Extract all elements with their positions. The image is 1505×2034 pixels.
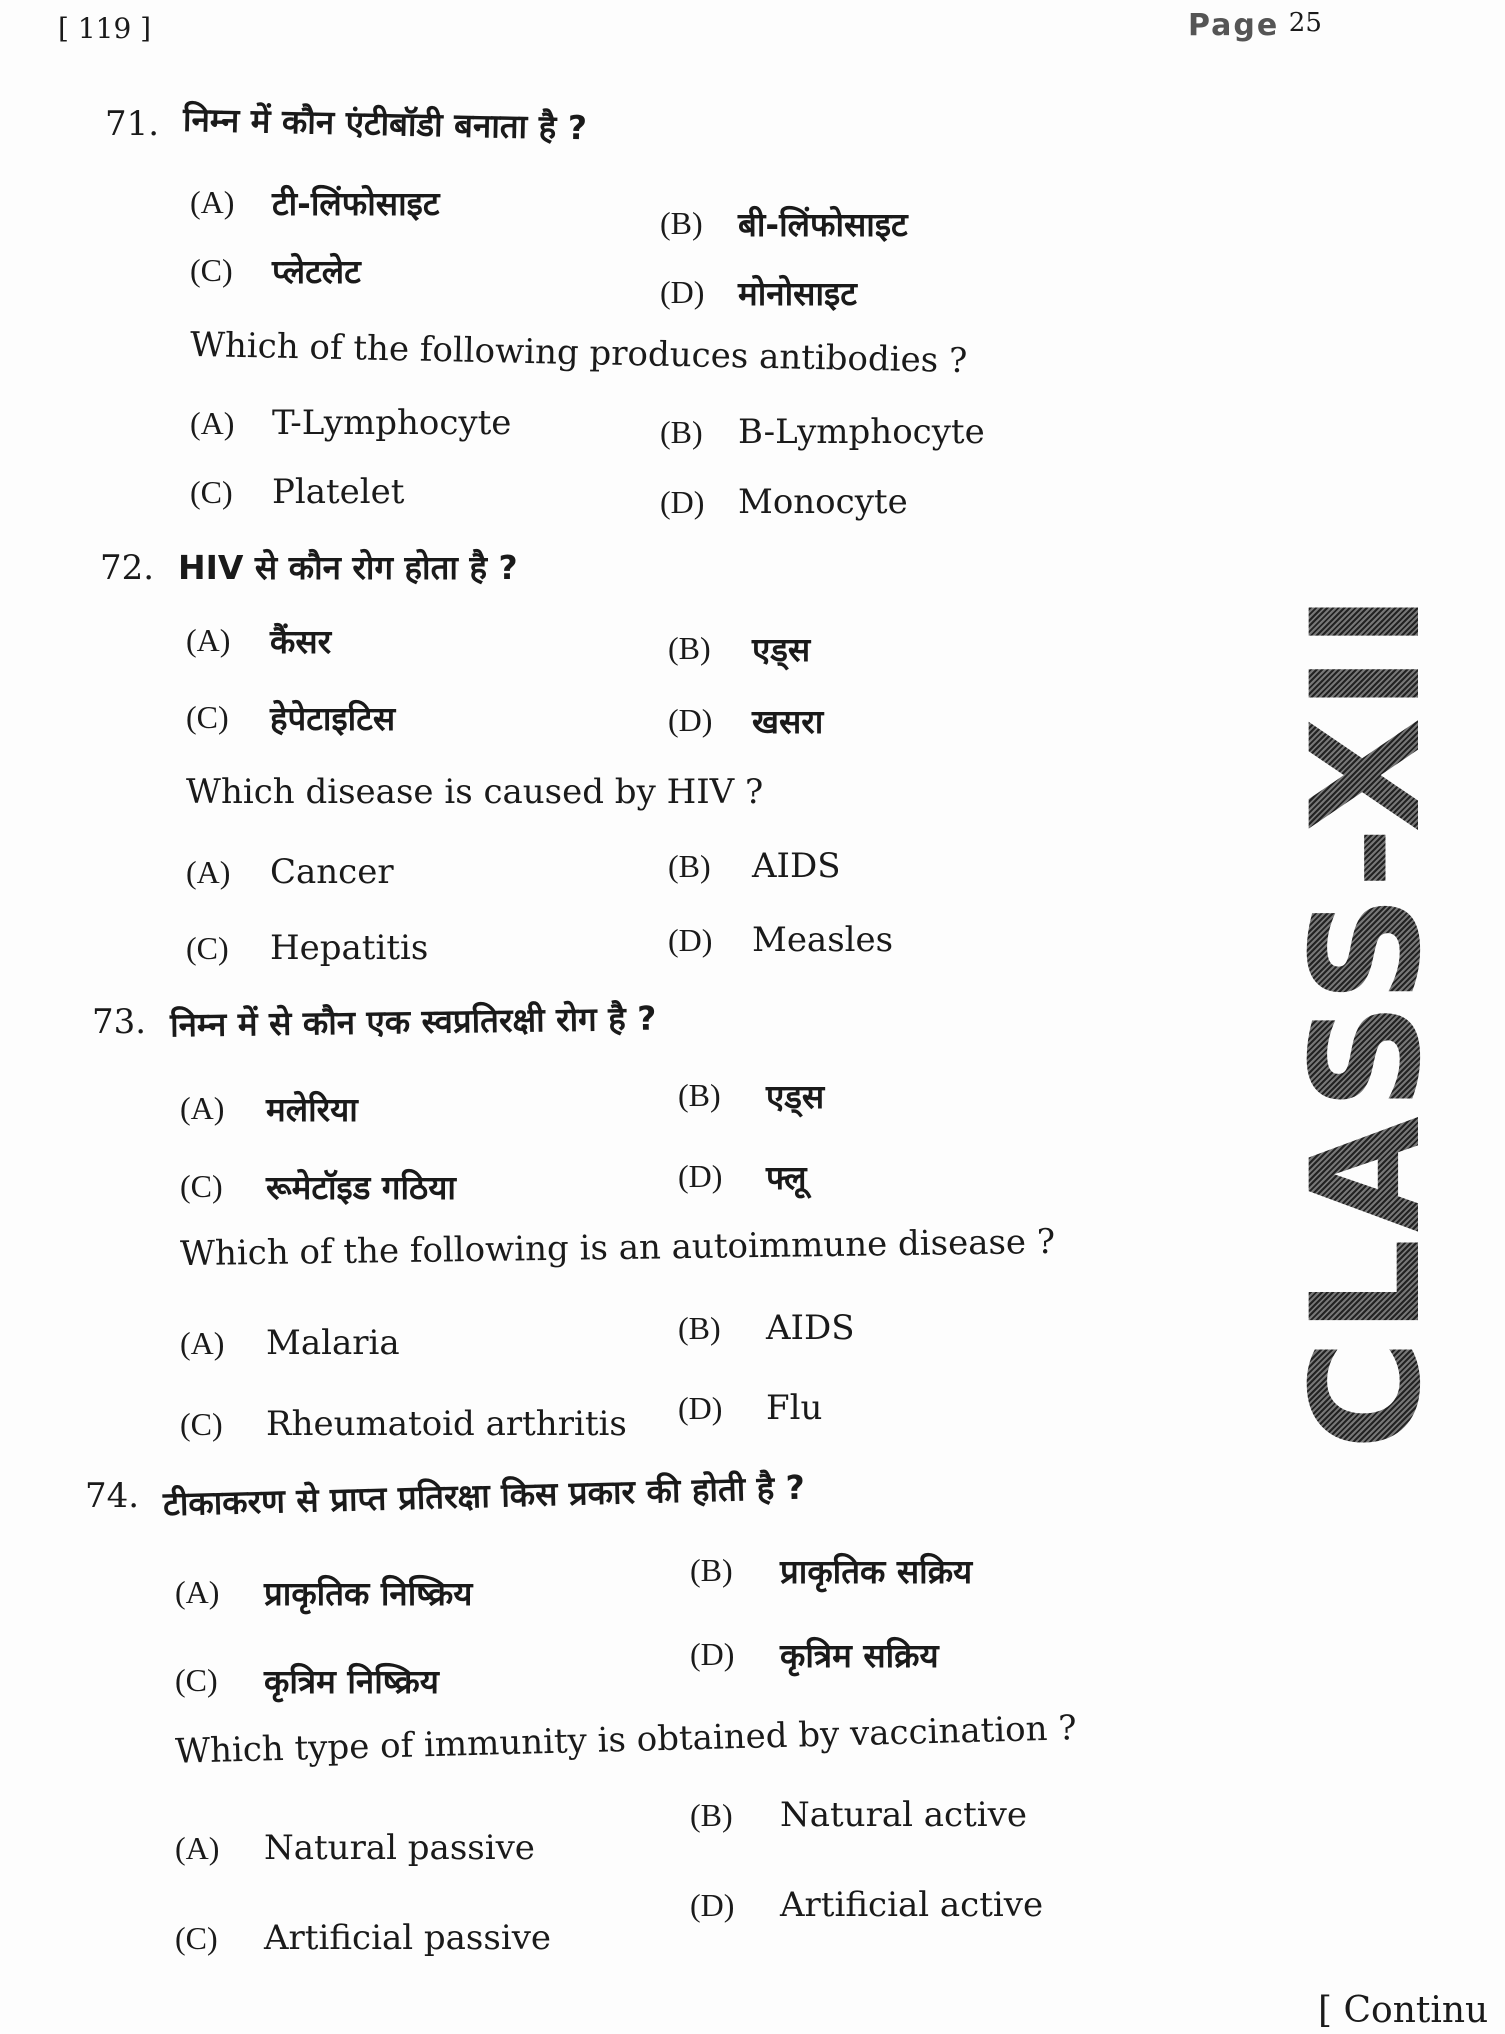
page-reference: [ 119 ] — [58, 12, 152, 45]
option-english: B-Lymphocyte — [738, 412, 985, 452]
option-english: Natural passive — [264, 1828, 535, 1868]
option-english: Malaria — [266, 1323, 400, 1363]
option-hindi: टी-लिंफोसाइट — [272, 184, 440, 223]
option-hindi: मोनोसाइट — [738, 274, 857, 313]
option-english: Monocyte — [738, 482, 908, 522]
option-label: (A) — [180, 1325, 225, 1361]
option-label: (A) — [186, 622, 231, 658]
continue-note: [ Continu — [1318, 1990, 1489, 2031]
question-english: Which of the following produces antibodies ? — [189, 324, 968, 382]
option-english: Natural active — [780, 1795, 1027, 1835]
page-number: 25 — [1288, 8, 1322, 38]
option-label: (C) — [180, 1168, 223, 1204]
option-label: (C) — [190, 252, 233, 288]
option-label: (B) — [690, 1797, 733, 1833]
option-hindi: बी-लिंफोसाइट — [738, 205, 908, 244]
option-label: (A) — [175, 1830, 220, 1866]
option-english: Artificial active — [780, 1885, 1044, 1925]
option-hindi: कृत्रिम सक्रिय — [780, 1636, 939, 1675]
question-hindi: निम्न में से कौन एक स्वप्रतिरक्षी रोग है ? — [169, 998, 657, 1045]
question-number: 71. — [105, 104, 160, 144]
option-hindi: एड्स — [766, 1077, 825, 1116]
question-number: 72. — [100, 548, 155, 588]
option-label: (B) — [668, 630, 711, 666]
option-label: (C) — [180, 1406, 223, 1442]
option-hindi: कैंसर — [270, 622, 332, 661]
option-label: (D) — [668, 922, 713, 958]
option-label: (C) — [186, 930, 229, 966]
option-label: (D) — [660, 274, 705, 310]
option-label: (A) — [190, 405, 235, 441]
option-label: (D) — [668, 702, 713, 738]
option-label: (B) — [668, 848, 711, 884]
option-english: Flu — [766, 1388, 823, 1428]
option-english: AIDS — [766, 1308, 855, 1348]
option-label: (D) — [690, 1887, 735, 1923]
option-label: (B) — [660, 414, 703, 450]
option-english: AIDS — [752, 846, 841, 886]
question-english: Which disease is caused by HIV ? — [186, 772, 764, 812]
option-label: (C) — [175, 1920, 218, 1956]
question-english: Which of the following is an autoimmune disease ? — [179, 1221, 1056, 1275]
page-number-label — [1188, 8, 1322, 43]
option-label: (A) — [180, 1090, 225, 1126]
question-number: 74. — [85, 1476, 140, 1516]
option-label: (C) — [175, 1662, 218, 1698]
option-label: (A) — [190, 184, 235, 220]
question-hindi: टीकाकरण से प्राप्त प्रतिरक्षा किस प्रकार की होती है ? — [162, 1467, 806, 1524]
option-hindi: एड्स — [752, 630, 811, 669]
option-label: (A) — [186, 854, 231, 890]
option-hindi: कृत्रिम निष्क्रिय — [264, 1662, 439, 1701]
option-english: Rheumatoid arthritis — [266, 1404, 627, 1444]
option-hindi: प्राकृतिक निष्क्रिय — [264, 1574, 473, 1613]
option-english: Measles — [752, 920, 894, 960]
option-hindi: हेपेटाइटिस — [270, 699, 396, 738]
option-label: (B) — [678, 1077, 721, 1113]
option-hindi: फ्लू — [766, 1158, 807, 1197]
option-label: (B) — [690, 1552, 733, 1588]
question-english: Which type of immunity is obtained by vaccination ? — [174, 1708, 1078, 1772]
option-english: Cancer — [270, 852, 394, 892]
option-label: (D) — [660, 484, 705, 520]
question-number: 73. — [92, 1002, 147, 1042]
option-english: Hepatitis — [270, 928, 429, 968]
question-hindi: निम्न में कौन एंटीबॉडी बनाता है ? — [182, 99, 588, 148]
question-hindi: HIV से कौन रोग होता है ? — [178, 548, 518, 587]
option-label: (B) — [678, 1310, 721, 1346]
option-english: T-Lymphocyte — [272, 403, 512, 443]
option-hindi: मलेरिया — [266, 1090, 358, 1129]
option-label: (D) — [690, 1636, 735, 1672]
option-hindi: खसरा — [752, 702, 824, 741]
class-stamp: CLASS-XII — [1280, 587, 1454, 1450]
option-label: (C) — [190, 474, 233, 510]
option-hindi: प्लेटलेट — [272, 252, 361, 291]
option-hindi: प्राकृतिक सक्रिय — [780, 1552, 973, 1591]
page-label: Page — [1188, 8, 1280, 43]
option-label: (D) — [678, 1390, 723, 1426]
option-hindi: रूमेटॉइड गठिया — [266, 1168, 456, 1207]
option-label: (B) — [660, 205, 703, 241]
option-label: (C) — [186, 699, 229, 735]
option-english: Platelet — [272, 472, 405, 512]
option-label: (D) — [678, 1158, 723, 1194]
option-label: (A) — [175, 1574, 220, 1610]
option-english: Artificial passive — [264, 1918, 552, 1958]
